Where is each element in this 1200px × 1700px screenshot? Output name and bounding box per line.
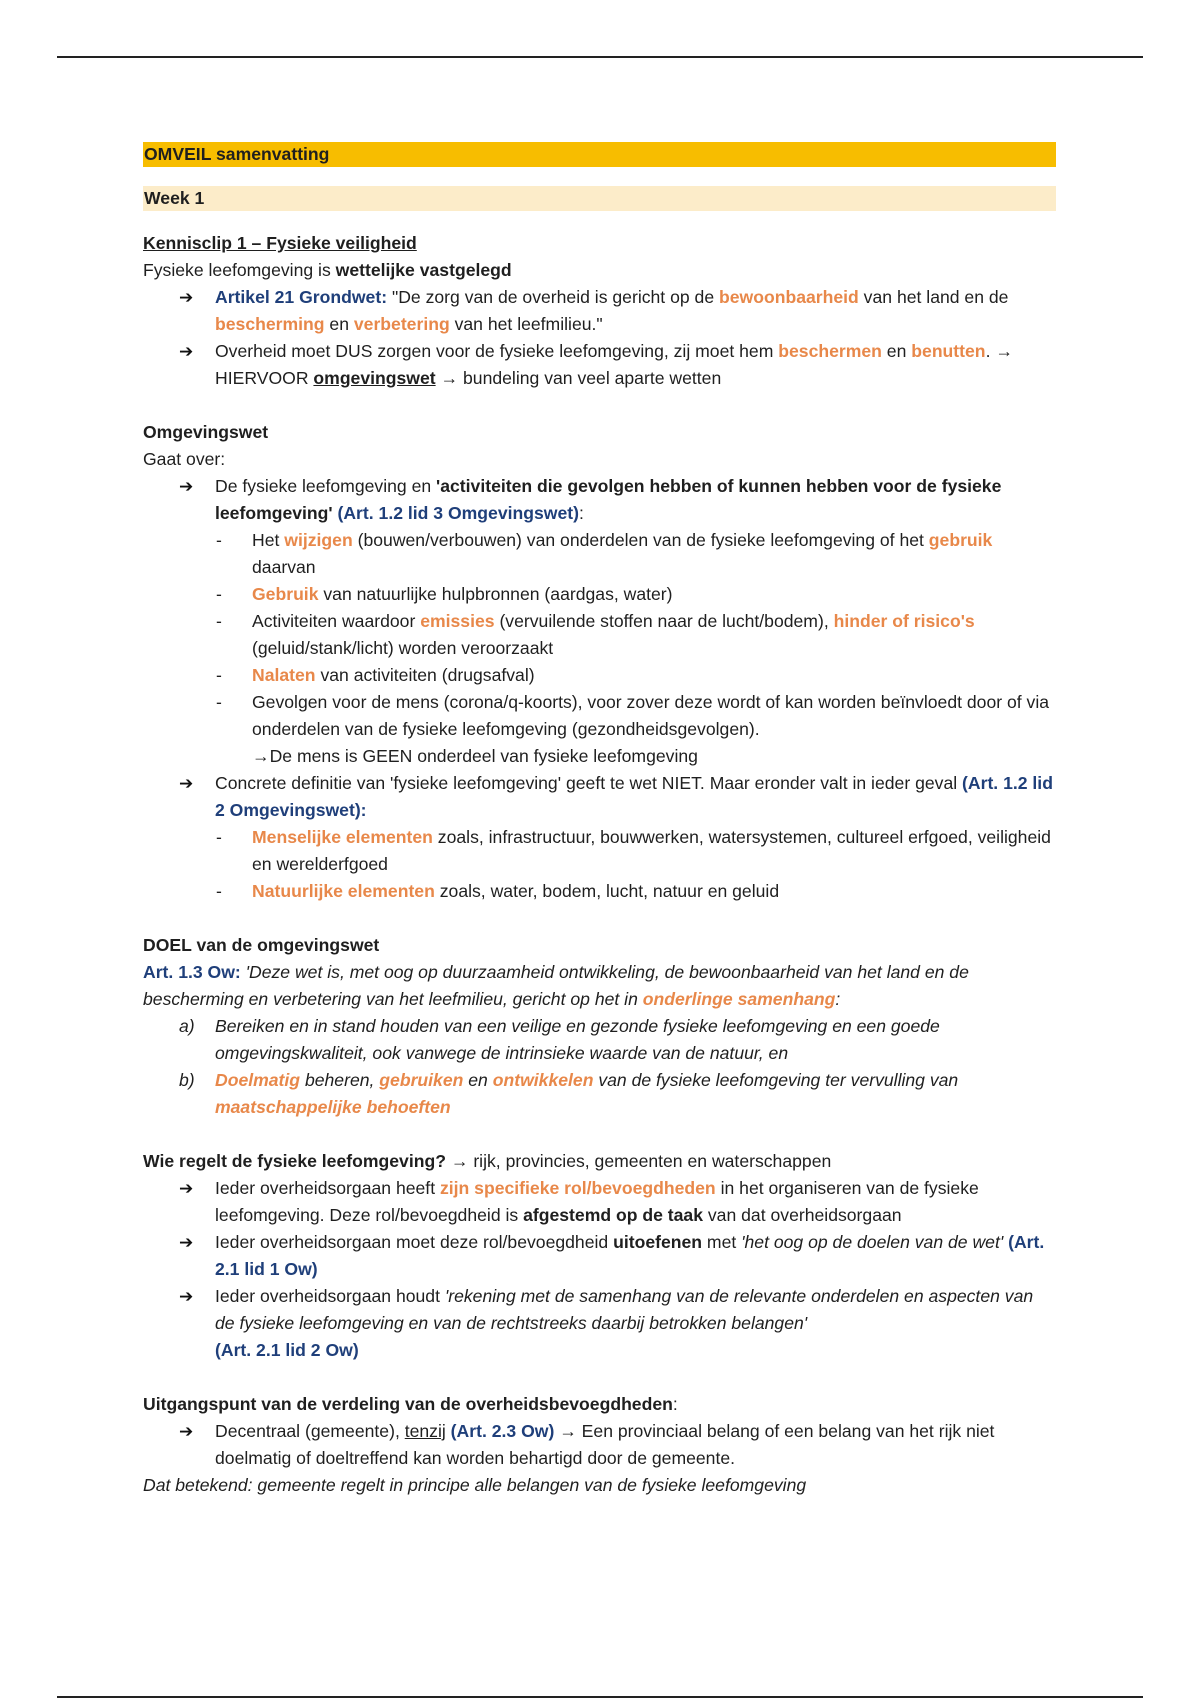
uitgangspunt-heading: Uitgangspunt van de verdeling van de overheidsbevoegdheden:	[143, 1394, 678, 1414]
elements-dash-list	[215, 824, 1056, 905]
list-item: ➔ Artikel 21 Grondwet: "De zorg van de overheid is gericht op de bewoonbaarheid van het land en de bescherming en verbetering van het leefmilieu."	[179, 284, 1056, 338]
section-wie-regelt	[143, 1148, 1056, 1364]
list-item: ➔ Decentraal (gemeente), tenzij (Art. 2.3 Ow) → Een provinciaal belang of een belang van het rijk niet doelmatig of doeltreffend kan worden behartigd door de gemeente.	[179, 1418, 1056, 1472]
list-item: - Nalaten van activiteiten (drugsafval)	[215, 662, 1056, 689]
section-doel	[143, 932, 1056, 1121]
doel-heading: DOEL van de omgevingswet	[143, 935, 380, 955]
section-omgevingswet	[143, 419, 1056, 905]
header-rule	[57, 56, 1143, 58]
section-uitgangspunt	[143, 1391, 1056, 1499]
doel-alpha-list	[143, 1013, 1056, 1121]
section-kennisclip	[143, 230, 1056, 392]
kennisclip-heading: Kennisclip 1 – Fysieke veiligheid	[143, 233, 417, 253]
uitgangspunt-arrow-list	[143, 1418, 1056, 1472]
list-item: - Het wijzigen (bouwen/verbouwen) van onderdelen van de fysieke leefomgeving of het gebruik daarvan	[215, 527, 1056, 581]
document-page	[143, 142, 1056, 1499]
list-item: - Gevolgen voor de mens (corona/q-koorts), voor zover deze wordt of kan worden beïnvloedt door of via onderdelen van de fysieke leefomgeving (gezondheidsgevolgen). →De mens is GEEN onderdeel van fysieke leefomgeving	[215, 689, 1056, 770]
uitgangspunt-conclusion: Dat betekend: gemeente regelt in principe alle belangen van de fysieke leefomgeving	[143, 1475, 807, 1495]
list-item: - Gebruik van natuurlijke hulpbronnen (aardgas, water)	[215, 581, 1056, 608]
list-item: - Activiteiten waardoor emissies (vervuilende stoffen naar de lucht/bodem), hinder of risico's (geluid/stank/licht) worden veroorzaakt	[215, 608, 1056, 662]
list-item: ➔ Ieder overheidsorgaan moet deze rol/bevoegdheid uitoefenen met 'het oog op de doelen van de wet' (Art. 2.1 lid 1 Ow)	[179, 1229, 1056, 1283]
wie-regelt-arrow-list	[143, 1175, 1056, 1364]
document-title: OMVEIL samenvatting	[143, 142, 1056, 167]
list-item: - Natuurlijke elementen zoals, water, bodem, lucht, natuur en geluid	[215, 878, 1056, 905]
omgevingswet-heading: Omgevingswet	[143, 422, 269, 442]
doel-quote: Art. 1.3 Ow: 'Deze wet is, met oog op duurzaamheid ontwikkeling, de bewoonbaarheid van het land en de bescherming en verbetering van het leefmilieu, gericht op het in onderlinge samenhang:	[143, 962, 969, 1009]
omgevingswet-intro: Gaat over:	[143, 449, 226, 469]
list-item: ➔ Concrete definitie van 'fysieke leefomgeving' geeft te wet NIET. Maar eronder valt in ieder geval (Art. 1.2 lid 2 Omgevingswet): - Menselijke elementen zoals, infrastructuur, bouwwerken, watersystemen, cultureel erfgoed, veiligheid en werelderfgoed - Natuurlijke elementen zoals, water, bodem, lucht, natuur en geluid	[179, 770, 1056, 905]
week-heading: Week 1	[143, 186, 1056, 211]
wie-regelt-heading: Wie regelt de fysieke leefomgeving? → rijk, provincies, gemeenten en waterschappen	[143, 1151, 832, 1171]
kennisclip-arrow-list	[143, 284, 1056, 392]
list-item: a) Bereiken en in stand houden van een veilige en gezonde fysieke leefomgeving en een goede omgevingskwaliteit, ook vanwege de intrinsieke waarde van de natuur, en	[179, 1016, 940, 1063]
list-item: - Menselijke elementen zoals, infrastructuur, bouwwerken, watersystemen, cultureel erfgoed, veiligheid en werelderfgoed	[215, 824, 1056, 878]
omgevingswet-arrow-list	[143, 473, 1056, 905]
list-item: ➔ De fysieke leefomgeving en 'activiteiten die gevolgen hebben of kunnen hebben voor de fysieke leefomgeving' (Art. 1.2 lid 3 Omgevingswet): - Het wijzigen (bouwen/verbouwen) van onderdelen van de fysieke leefomgeving of het gebruik daarvan - Gebruik van natuurlijke hulpbronnen (aardgas, water) - Activiteiten waardoor emissies (vervuilende stoffen naar de lucht/bodem), hinder of risico's (geluid/stank/licht) worden veroorzaakt - Nalaten van activiteiten (drugsafval) - Gevolgen voor de mens (corona/q-koorts), voor zover deze wordt of kan worden beïnvloedt door of via onderdelen van de fysieke leefomgeving (gezondheidsgevolgen). →De mens is GEEN onderdeel van fysieke leefomgeving	[179, 473, 1056, 770]
kennisclip-intro: Fysieke leefomgeving is wettelijke vastgelegd	[143, 260, 512, 280]
footer-rule	[57, 1696, 1143, 1698]
list-item: ➔ Ieder overheidsorgaan heeft zijn specifieke rol/bevoegdheden in het organiseren van de fysieke leefomgeving. Deze rol/bevoegdheid is afgestemd op de taak van dat overheidsorgaan	[179, 1175, 1056, 1229]
list-item: ➔ Overheid moet DUS zorgen voor de fysieke leefomgeving, zij moet hem beschermen en benutten. → HIERVOOR omgevingswet → bundeling van veel aparte wetten	[179, 338, 1056, 392]
list-item: ➔ Ieder overheidsorgaan houdt 'rekening met de samenhang van de relevante onderdelen en aspecten van de fysieke leefomgeving en van de rechtstreeks daarbij betrokken belangen' (Art. 2.1 lid 2 Ow)	[179, 1283, 1056, 1364]
activities-dash-list	[215, 527, 1056, 770]
list-item: b) Doelmatig beheren, gebruiken en ontwikkelen van de fysieke leefomgeving ter vervulling van maatschappelijke behoeften	[179, 1070, 959, 1117]
